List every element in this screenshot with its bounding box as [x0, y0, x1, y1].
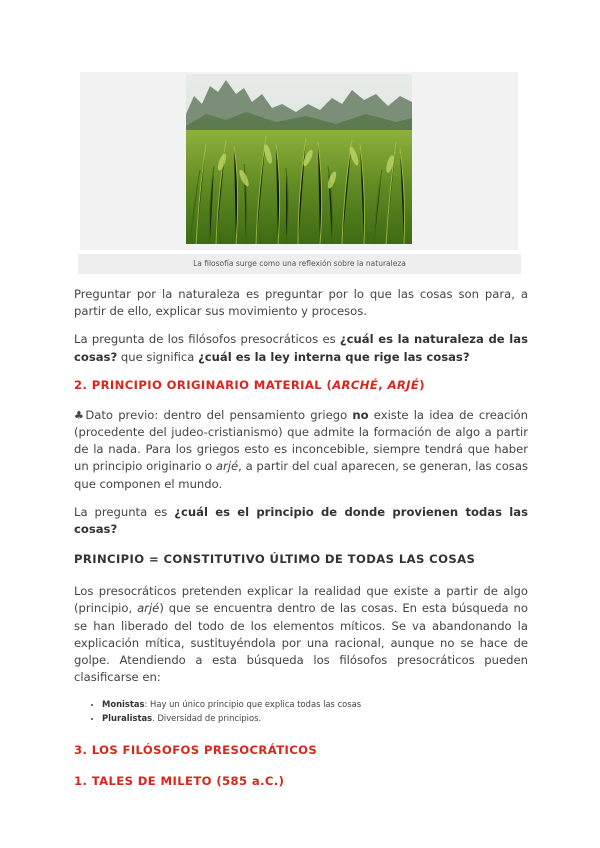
text: Dato previo: dentro del pensamiento griego — [85, 407, 353, 422]
text: ) que se encuentra dentro de las cosas. En esta búsqueda no se han liberado del todo de los elementos míticos. Se va abandonando la explicación mítica, sustituyéndola por una racional, aunque no se hace de golpe. Atendiendo a esta búsqueda los filósofos presocráticos pueden clasificarse en: — [74, 601, 528, 685]
rice-field-photo — [186, 74, 412, 244]
paragraph-pregunta-presocraticos — [74, 331, 528, 365]
bold-question: ¿cuál es la ley interna que rige las cosas? — [198, 349, 470, 364]
text: La pregunta es — [74, 504, 175, 519]
heading-text: 2. PRINCIPIO ORIGINARIO MATERIAL ( — [74, 377, 333, 392]
italic-word: arjé — [137, 601, 160, 616]
section-heading-tales: 1. TALES DE MILETO (585 a.C.) — [74, 774, 285, 789]
text: existe la idea de creación (procedente del judeo-cristianismo) que admite la formación de algo a partir de la nada. Para los griegos esto es inconcebible, siempre tendrá que haber un principio originario o — [74, 407, 528, 474]
text: que significa — [117, 349, 199, 364]
list-item — [102, 712, 528, 726]
text: La pregunta de los filósofos presocráticos es — [74, 332, 340, 347]
list-item-term: Monistas — [102, 699, 145, 710]
club-icon: ♣ — [74, 408, 86, 422]
paragraph-pregunta-principio — [74, 504, 528, 538]
section-heading-principio-originario — [74, 377, 528, 393]
heading-italic: ARJÉ — [387, 377, 420, 392]
paragraph-presocraticos — [74, 583, 528, 686]
heading-text: , — [378, 377, 388, 392]
heading-text: ) — [419, 377, 425, 392]
section-heading-filosofos: 3. LOS FILÓSOFOS PRESOCRÁTICOS — [74, 743, 318, 758]
document-body — [74, 286, 528, 789]
text: Los presocráticos pretenden explicar la realidad que existe a partir de algo (principio, — [74, 584, 528, 616]
paragraph-dato-previo — [74, 407, 528, 493]
classification-list — [74, 698, 528, 725]
list-item-text: : Hay un único principio que explica todas las cosas — [144, 699, 362, 710]
bold-question: ¿cuál es la naturaleza de las cosas? — [74, 332, 528, 364]
text: , a partir del cual aparecen, se generan, las cosas que componen el mundo. — [74, 459, 528, 491]
bold-question: ¿cuál es el principio de donde provienen todas las cosas? — [74, 504, 528, 537]
list-item-text: . Diversidad de principios. — [152, 712, 262, 723]
heading-italic: ARCHÉ — [332, 377, 379, 392]
figure-caption: La filosofía surge como una reflexión sobre la naturaleza — [78, 254, 521, 274]
bold-word: no — [352, 407, 369, 422]
list-item-term: Pluralistas — [102, 712, 153, 723]
principio-definition-heading: PRINCIPIO = CONSTITUTIVO ÚLTIMO DE TODAS LAS COSAS — [74, 552, 476, 567]
italic-word: arjé — [215, 459, 239, 474]
paragraph-naturaleza: Preguntar por la naturaleza es preguntar por lo que las cosas son para, a partir de ello, explicar sus movimiento y procesos. — [74, 287, 528, 319]
list-item — [102, 698, 528, 712]
